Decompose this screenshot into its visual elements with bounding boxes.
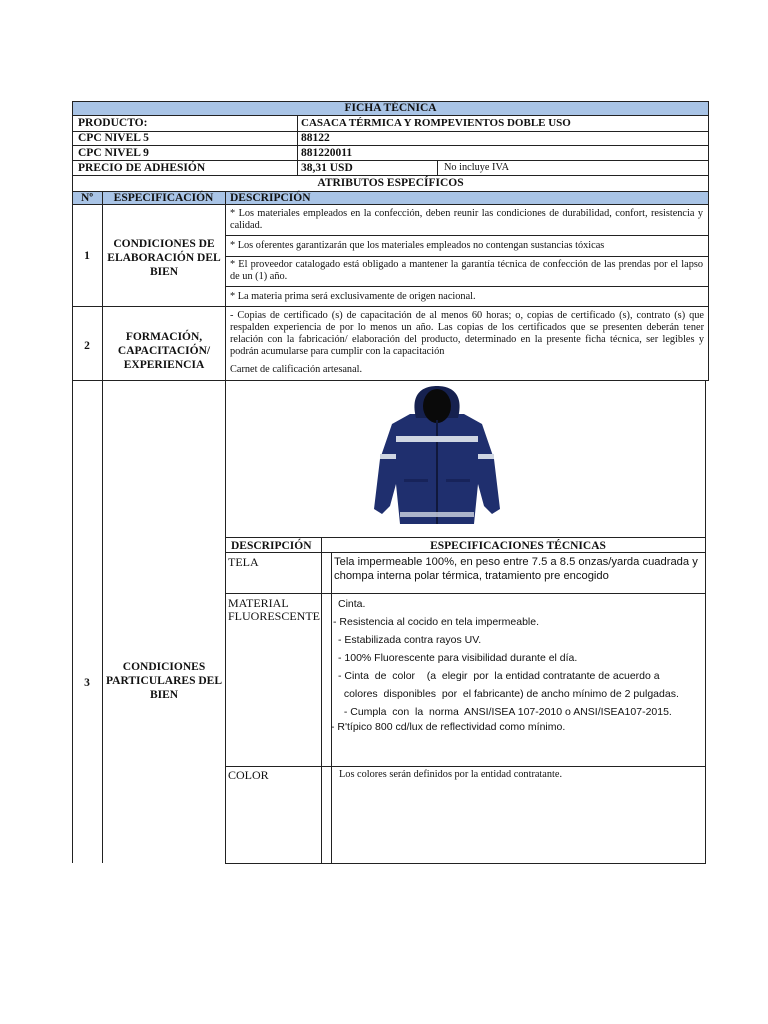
material-item-2: - Resistencia al cocido en tela impermeable. — [333, 616, 540, 628]
row3-title: CONDICIONES PARTICULARES DEL BIEN — [106, 661, 222, 701]
row2-num: 2 — [84, 340, 90, 352]
row2-title: FORMACIÓN, CAPACITACIÓN/ EXPERIENCIA — [117, 331, 211, 371]
cpc9-value: 881220011 — [301, 147, 353, 159]
col-spec: ESPECIFICACIÓN — [113, 192, 214, 204]
material-label: MATERIAL FLUORESCENTE — [228, 596, 321, 623]
row1-item-3: * El proveedor catalogado está obligado a mantener la garantía técnica de confección de las prendas por el lapso de un (1) año. — [230, 259, 703, 282]
material-item-6: colores disponibles por el fabricante) de ancho mínimo de 2 pulgadas. — [338, 688, 679, 700]
jacket-image — [370, 384, 504, 534]
row1-item-2: * Los oferentes garantizarán que los materiales empleados no contengan sustancias tóxicas — [230, 240, 605, 251]
row3-num: 3 — [84, 677, 90, 689]
material-item-8: - R'típico 800 cd/lux de reflectividad como mínimo. — [331, 721, 566, 733]
material-item-4: - 100% Fluorescente para visibilidad durante el día. — [338, 652, 578, 664]
row1-item-4: * La materia prima será exclusivamente de origen nacional. — [230, 291, 476, 302]
row2-text-2: Carnet de calificación artesanal. — [230, 364, 363, 375]
producto-value: CASACA TÉRMICA Y ROMPEVIENTOS DOBLE USO — [301, 117, 571, 129]
row2-text: - Copias de certificado (s) de capacitación de al menos 60 horas; o, copias de certificado (s), contrato (s) que respalden experiencia de por lo menos un año. Las copias de los certificados que se presenten deberán tener relación con la fabricación/ elaboración del producto, determinado en la presente ficha técnica, ser legibles y podrán acumularse para cumplir con la capacitación — [230, 310, 704, 357]
col-num: Nº — [80, 192, 94, 204]
tela-label: TELA — [228, 555, 259, 569]
row1-item-1: * Los materiales empleados en la confección, deben reunir las condiciones de durabilidad, confort, resistencia y calidad. — [230, 208, 703, 231]
row1-title: CONDICIONES DE ELABORACIÓN DEL BIEN — [107, 238, 221, 278]
material-item-5: - Cinta de color (a elegir por la entidad contratante de acuerdo a — [338, 670, 660, 682]
precio-label: PRECIO DE ADHESIÓN — [78, 162, 206, 174]
cpc9-label: CPC NIVEL 9 — [78, 147, 149, 159]
precio-value: 38,31 USD — [301, 162, 353, 174]
material-item-1: Cinta. — [338, 598, 366, 610]
color-label: COLOR — [228, 768, 269, 782]
iva-note: No incluye IVA — [444, 162, 510, 173]
col-desc: DESCRIPCIÓN — [230, 192, 311, 204]
subheader-specs: ESPECIFICACIONES TÉCNICAS — [430, 540, 606, 552]
row1-num: 1 — [84, 250, 90, 262]
producto-label: PRODUCTO: — [78, 117, 148, 129]
color-value: Los colores serán definidos por la entidad contratante. — [339, 769, 563, 780]
sheet-title: FICHA TÉCNICA — [344, 102, 437, 114]
cpc5-label: CPC NIVEL 5 — [78, 132, 149, 144]
cpc5-value: 88122 — [301, 132, 330, 144]
subheader-desc: DESCRIPCIÓN — [231, 540, 312, 552]
material-item-3: - Estabilizada contra rayos UV. — [338, 634, 482, 646]
atributos-title: ATRIBUTOS ESPECÍFICOS — [317, 177, 464, 189]
tela-value: Tela impermeable 100%, en peso entre 7.5 a 8.5 onzas/yarda cuadrada y chompa interna polar térmica, tratamiento pre encogido — [334, 556, 698, 582]
material-item-7: - Cumpla con la norma ANSI/ISEA 107-2010 o ANSI/ISEA107-2015. — [338, 706, 672, 718]
